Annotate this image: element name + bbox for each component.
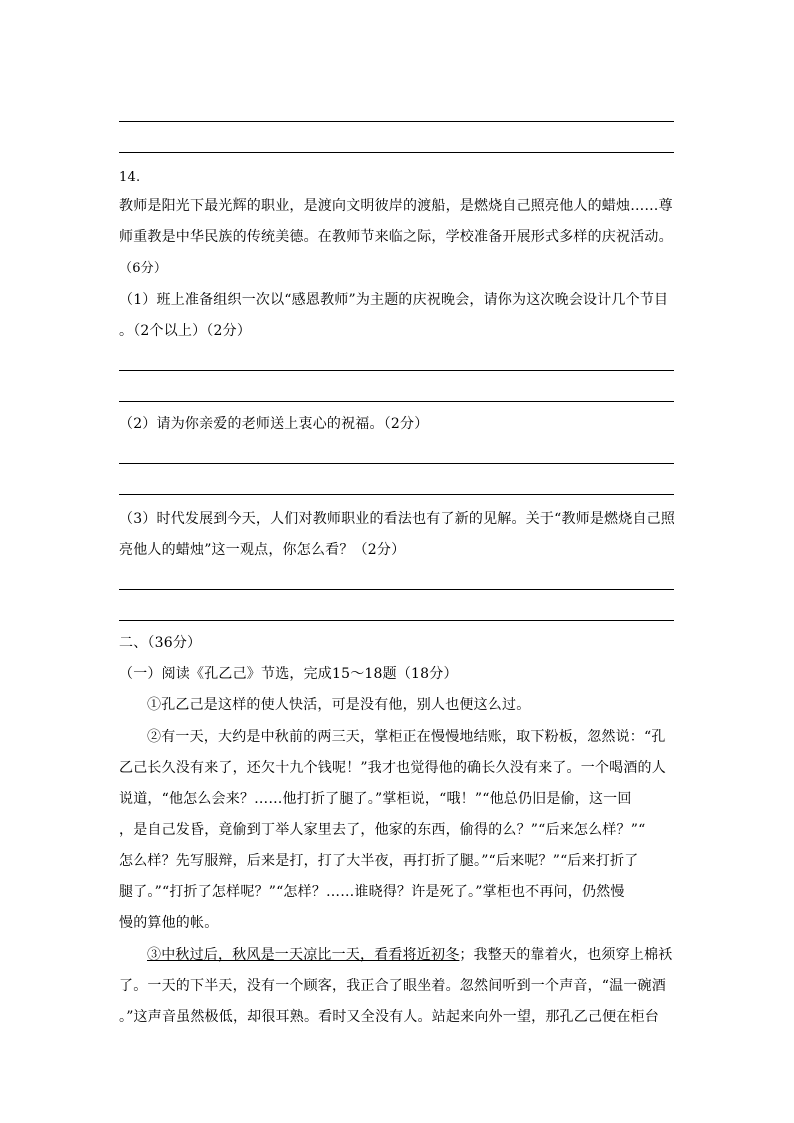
answer-line	[119, 620, 674, 621]
sub-question-3: （3）时代发展到今天，人们对教师职业的看法也有了新的见解。关于“教师是燃烧自己照	[119, 511, 676, 527]
paragraph-1: ①孔乙己是这样的使人快活，可是没有他，别人也便这么过。	[147, 697, 531, 713]
paragraph-3-line: 了。一天的下半天，没有一个顾客，我正合了眼坐着。忽然间听到一个声音，“温一碗酒	[119, 978, 666, 994]
paragraph-3-line: 。”这声音虽然极低，却很耳熟。看时又全没有人。站起来向外一望，那孔乙己便在柜台	[119, 1009, 659, 1025]
answer-line	[119, 589, 674, 590]
paragraph-2-line: 怎么样？先写服辩，后来是打，打了大半夜，再打折了腿。”“后来呢？”“后来打折了	[119, 853, 639, 869]
paragraph-2-line: 说道，“他怎么会来？……他打折了腿了。”掌柜说，“哦！”“他总仍旧是偷，这一回	[119, 791, 632, 807]
question-number: 14.	[119, 170, 141, 185]
paragraph-2-line: 腿了。”“打折了怎样呢？”“怎样？……谁晓得？许是死了。”掌柜也不再问，仍然慢	[119, 884, 625, 900]
answer-line	[119, 370, 674, 371]
answer-line	[119, 401, 674, 402]
sub-question-2: （2）请为你亲爱的老师送上衷心的祝福。（2分）	[119, 416, 429, 432]
answer-line	[119, 463, 674, 464]
paragraph-3-line	[147, 945, 674, 965]
sub-question-1-cont: 。（2个以上）（2分）	[119, 323, 252, 339]
answer-line	[119, 152, 674, 153]
question-score: （6分）	[119, 261, 168, 276]
answer-line	[119, 494, 674, 495]
paragraph-2-line: 慢的算他的帐。	[119, 915, 219, 931]
paragraph-2-line: ②有一天，大约是中秋前的两三天，掌柜正在慢慢地结账，取下粉板，忽然说：“孔	[147, 729, 666, 745]
paragraph-2-line: 乙己长久没有来了，还欠十九个钱呢！”我才也觉得他的确长久没有来了。一个喝酒的人	[119, 760, 666, 776]
question-intro-line: 教师是阳光下最光辉的职业，是渡向文明彼岸的渡船，是燃烧自己照亮他人的蜡烛……尊	[119, 198, 673, 214]
sub-question-3-cont: 亮他人的蜡烛”这一观点，你怎么看？（2分）	[119, 542, 406, 558]
underlined-sentence: ③中秋过后，秋风是一天凉比一天，看看将近初冬	[147, 947, 460, 963]
paragraph-3-rest: ；我整天的靠着火，也须穿上棉袄	[459, 947, 673, 963]
answer-line	[119, 121, 674, 122]
paragraph-2-line: ，是自己发昏，竟偷到丁举人家里去了，他家的东西，偷得的么？”“后来怎么样？”“	[119, 822, 646, 838]
section-heading: 二、（36分）	[119, 635, 202, 651]
reading-heading: （一）阅读《孔乙己》节选，完成15～18题（18分）	[119, 666, 458, 682]
sub-question-1: （1）班上准备组织一次以“感恩教师”为主题的庆祝晚会，请你为这次晚会设计几个节目	[119, 292, 669, 308]
question-intro-line: 师重教是中华民族的传统美德。在教师节来临之际，学校准备开展形式多样的庆祝活动。	[119, 229, 673, 245]
